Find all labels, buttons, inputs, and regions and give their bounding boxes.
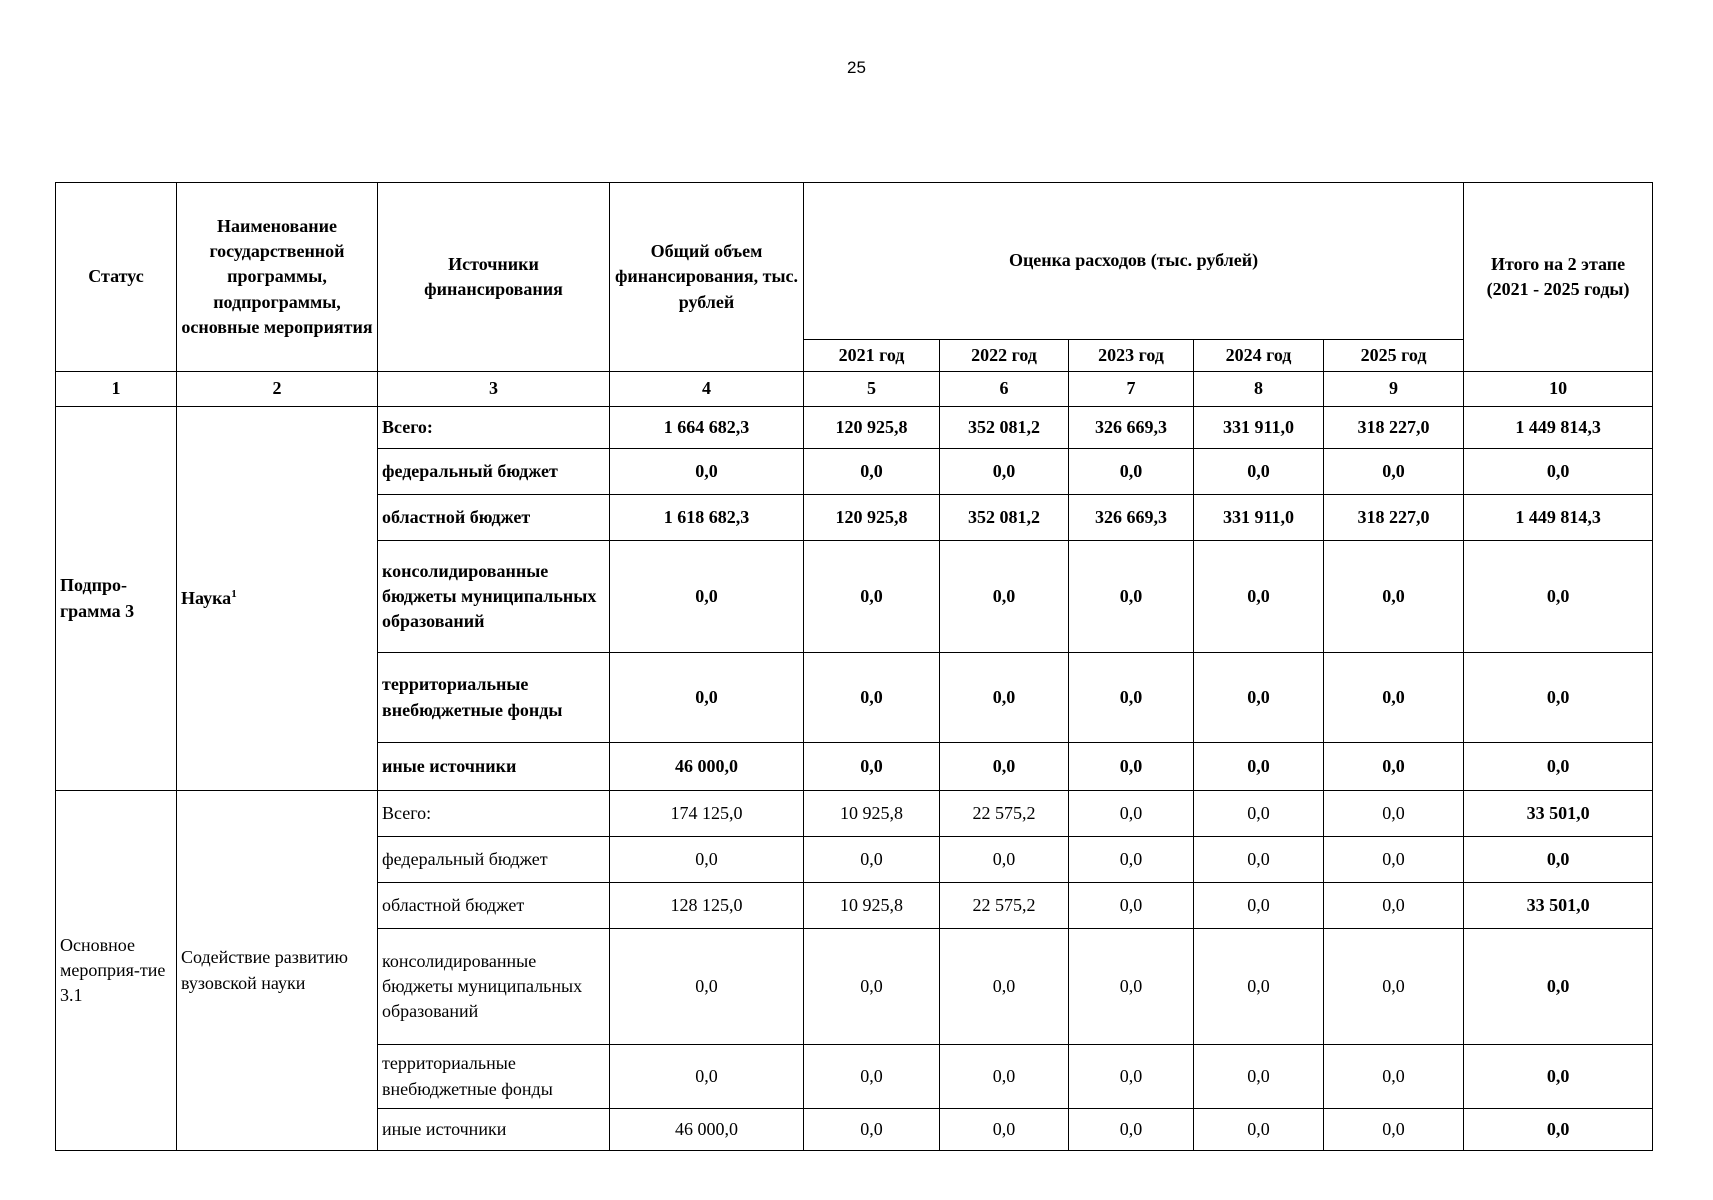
source-cell: Всего: bbox=[378, 407, 610, 449]
value-cell: 0,0 bbox=[1194, 883, 1324, 929]
source-cell: областной бюджет bbox=[378, 495, 610, 541]
table-body bbox=[56, 372, 1653, 1151]
column-number: 10 bbox=[1464, 372, 1653, 407]
program-name: Содействие развитию вузовской науки bbox=[181, 947, 348, 993]
stage-total-cell: 0,0 bbox=[1464, 653, 1653, 743]
program-name: Наука bbox=[181, 587, 232, 608]
value-cell: 0,0 bbox=[804, 1109, 940, 1151]
value-cell: 318 227,0 bbox=[1324, 495, 1464, 541]
value-cell: 0,0 bbox=[1324, 929, 1464, 1045]
stage-total-cell: 0,0 bbox=[1464, 929, 1653, 1045]
value-cell: 0,0 bbox=[804, 929, 940, 1045]
value-cell: 0,0 bbox=[940, 837, 1069, 883]
stage-total-cell: 0,0 bbox=[1464, 449, 1653, 495]
value-cell: 0,0 bbox=[610, 653, 804, 743]
value-cell: 0,0 bbox=[1069, 653, 1194, 743]
footnote-marker: 1 bbox=[231, 587, 237, 600]
value-cell: 174 125,0 bbox=[610, 791, 804, 837]
value-cell: 0,0 bbox=[1069, 791, 1194, 837]
value-cell: 0,0 bbox=[1324, 653, 1464, 743]
source-cell: областной бюджет bbox=[378, 883, 610, 929]
column-number: 6 bbox=[940, 372, 1069, 407]
column-number: 8 bbox=[1194, 372, 1324, 407]
value-cell: 0,0 bbox=[1324, 791, 1464, 837]
value-cell: 352 081,2 bbox=[940, 407, 1069, 449]
column-number: 9 bbox=[1324, 372, 1464, 407]
value-cell: 0,0 bbox=[1324, 1109, 1464, 1151]
stage-total-cell: 33 501,0 bbox=[1464, 883, 1653, 929]
page-number: 25 bbox=[847, 58, 866, 77]
header-year: 2022 год bbox=[940, 340, 1069, 372]
value-cell: 120 925,8 bbox=[804, 407, 940, 449]
source-cell: иные источники bbox=[378, 743, 610, 791]
value-cell: 46 000,0 bbox=[610, 1109, 804, 1151]
value-cell: 0,0 bbox=[1069, 837, 1194, 883]
value-cell: 0,0 bbox=[1194, 743, 1324, 791]
value-cell: 10 925,8 bbox=[804, 791, 940, 837]
value-cell: 0,0 bbox=[1069, 449, 1194, 495]
source-cell: территориальные внебюджетные фонды bbox=[378, 1045, 610, 1109]
value-cell: 0,0 bbox=[610, 929, 804, 1045]
value-cell: 0,0 bbox=[1194, 837, 1324, 883]
value-cell: 0,0 bbox=[1069, 1045, 1194, 1109]
value-cell: 0,0 bbox=[804, 1045, 940, 1109]
value-cell: 0,0 bbox=[1324, 883, 1464, 929]
value-cell: 0,0 bbox=[610, 449, 804, 495]
program-name-cell bbox=[177, 407, 378, 791]
value-cell: 0,0 bbox=[1069, 1109, 1194, 1151]
value-cell: 0,0 bbox=[804, 653, 940, 743]
value-cell: 0,0 bbox=[610, 541, 804, 653]
column-number: 7 bbox=[1069, 372, 1194, 407]
stage-total-cell: 0,0 bbox=[1464, 743, 1653, 791]
value-cell: 0,0 bbox=[940, 743, 1069, 791]
header-year: 2023 год bbox=[1069, 340, 1194, 372]
value-cell: 0,0 bbox=[940, 653, 1069, 743]
value-cell: 0,0 bbox=[1324, 743, 1464, 791]
column-number: 2 bbox=[177, 372, 378, 407]
value-cell: 0,0 bbox=[940, 541, 1069, 653]
column-number: 4 bbox=[610, 372, 804, 407]
status-cell: Подпро-грамма 3 bbox=[56, 407, 177, 791]
value-cell: 0,0 bbox=[804, 837, 940, 883]
budget-table bbox=[55, 182, 1653, 1151]
stage-total-cell: 0,0 bbox=[1464, 541, 1653, 653]
header-program-name: Наименование государственной программы, подпрограммы, основные мероприятия bbox=[177, 183, 378, 372]
value-cell: 22 575,2 bbox=[940, 883, 1069, 929]
value-cell: 0,0 bbox=[1069, 883, 1194, 929]
source-cell: федеральный бюджет bbox=[378, 837, 610, 883]
source-cell: Всего: bbox=[378, 791, 610, 837]
value-cell: 352 081,2 bbox=[940, 495, 1069, 541]
value-cell: 0,0 bbox=[1194, 929, 1324, 1045]
source-cell: территориальные внебюджетные фонды bbox=[378, 653, 610, 743]
value-cell: 0,0 bbox=[1194, 653, 1324, 743]
value-cell: 331 911,0 bbox=[1194, 407, 1324, 449]
value-cell: 0,0 bbox=[1324, 541, 1464, 653]
header-year: 2024 год bbox=[1194, 340, 1324, 372]
header-estimate: Оценка расходов (тыс. рублей) bbox=[804, 183, 1464, 340]
source-cell: консолидированные бюджеты муниципальных образований bbox=[378, 929, 610, 1045]
stage-total-cell: 1 449 814,3 bbox=[1464, 495, 1653, 541]
stage-total-cell: 0,0 bbox=[1464, 1045, 1653, 1109]
source-cell: консолидированные бюджеты муниципальных образований bbox=[378, 541, 610, 653]
header-year: 2021 год bbox=[804, 340, 940, 372]
value-cell: 0,0 bbox=[804, 541, 940, 653]
value-cell: 0,0 bbox=[1194, 1045, 1324, 1109]
value-cell: 0,0 bbox=[1324, 837, 1464, 883]
header-status: Статус bbox=[56, 183, 177, 372]
status-cell: Основное мероприя-тие 3.1 bbox=[56, 791, 177, 1151]
value-cell: 0,0 bbox=[1194, 541, 1324, 653]
column-number: 1 bbox=[56, 372, 177, 407]
value-cell: 0,0 bbox=[940, 449, 1069, 495]
value-cell: 0,0 bbox=[610, 1045, 804, 1109]
value-cell: 0,0 bbox=[804, 743, 940, 791]
source-cell: федеральный бюджет bbox=[378, 449, 610, 495]
program-name-cell bbox=[177, 791, 378, 1151]
value-cell: 0,0 bbox=[1069, 541, 1194, 653]
stage-total-cell: 0,0 bbox=[1464, 1109, 1653, 1151]
column-number: 3 bbox=[378, 372, 610, 407]
source-cell: иные источники bbox=[378, 1109, 610, 1151]
value-cell: 0,0 bbox=[940, 929, 1069, 1045]
value-cell: 326 669,3 bbox=[1069, 407, 1194, 449]
value-cell: 120 925,8 bbox=[804, 495, 940, 541]
stage-total-cell: 1 449 814,3 bbox=[1464, 407, 1653, 449]
value-cell: 326 669,3 bbox=[1069, 495, 1194, 541]
value-cell: 1 664 682,3 bbox=[610, 407, 804, 449]
table-row bbox=[56, 791, 1653, 837]
column-number: 5 bbox=[804, 372, 940, 407]
value-cell: 10 925,8 bbox=[804, 883, 940, 929]
header-stage-total: Итого на 2 этапе (2021 - 2025 годы) bbox=[1464, 183, 1653, 372]
value-cell: 22 575,2 bbox=[940, 791, 1069, 837]
header-sources: Источники финансирования bbox=[378, 183, 610, 372]
value-cell: 0,0 bbox=[804, 449, 940, 495]
table-row bbox=[56, 407, 1653, 449]
value-cell: 0,0 bbox=[940, 1109, 1069, 1151]
value-cell: 0,0 bbox=[1194, 791, 1324, 837]
value-cell: 0,0 bbox=[1069, 743, 1194, 791]
value-cell: 0,0 bbox=[1324, 449, 1464, 495]
value-cell: 331 911,0 bbox=[1194, 495, 1324, 541]
value-cell: 0,0 bbox=[1069, 929, 1194, 1045]
value-cell: 128 125,0 bbox=[610, 883, 804, 929]
stage-total-cell: 0,0 bbox=[1464, 837, 1653, 883]
value-cell: 0,0 bbox=[1194, 449, 1324, 495]
value-cell: 0,0 bbox=[1324, 1045, 1464, 1109]
value-cell: 1 618 682,3 bbox=[610, 495, 804, 541]
header-total-volume: Общий объем финансирования, тыс. рублей bbox=[610, 183, 804, 372]
value-cell: 0,0 bbox=[610, 837, 804, 883]
value-cell: 318 227,0 bbox=[1324, 407, 1464, 449]
value-cell: 46 000,0 bbox=[610, 743, 804, 791]
value-cell: 0,0 bbox=[940, 1045, 1069, 1109]
value-cell: 0,0 bbox=[1194, 1109, 1324, 1151]
stage-total-cell: 33 501,0 bbox=[1464, 791, 1653, 837]
column-number-row bbox=[56, 372, 1653, 407]
header-year: 2025 год bbox=[1324, 340, 1464, 372]
